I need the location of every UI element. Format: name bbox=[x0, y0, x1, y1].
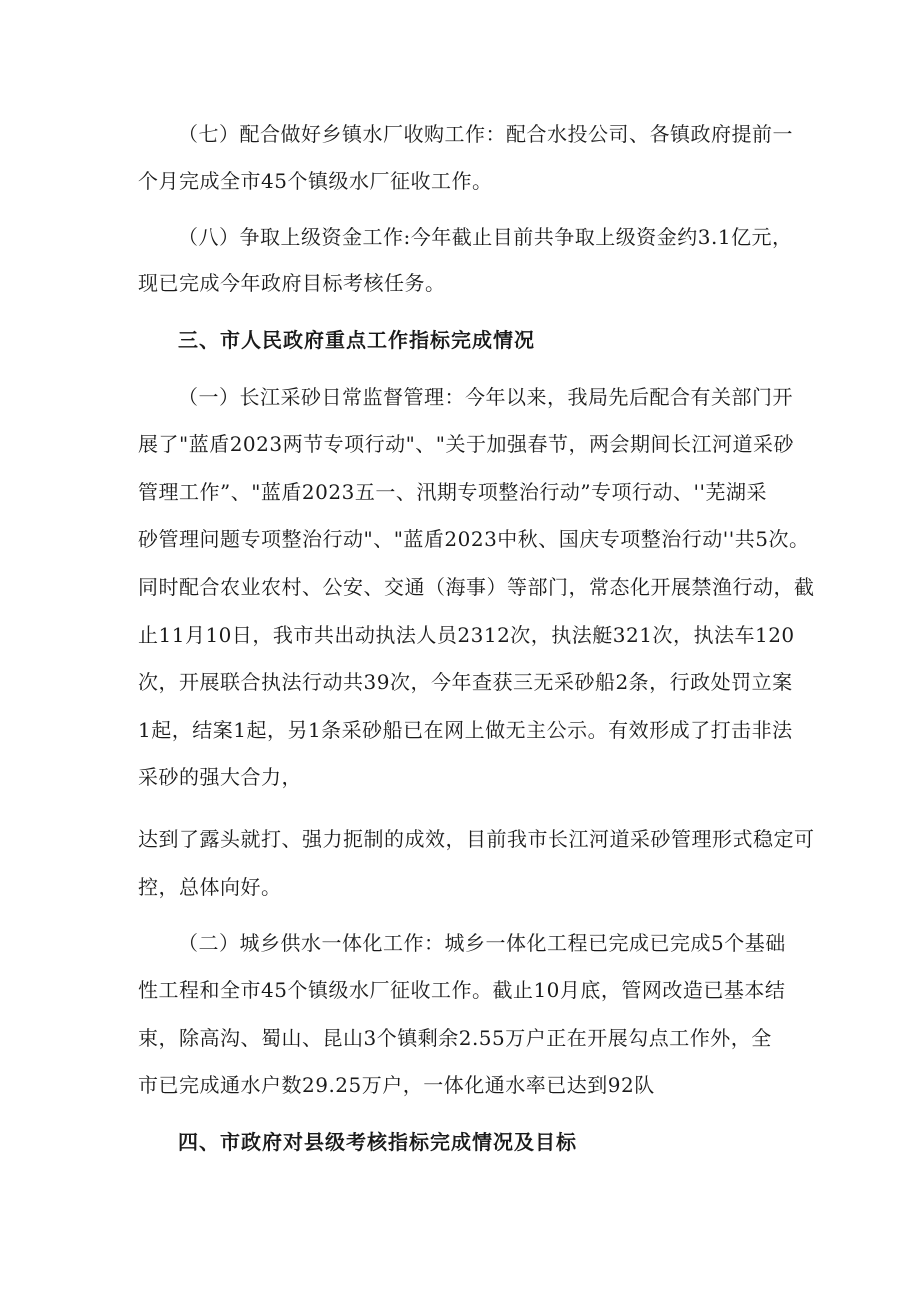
paragraph-3-2-line-2: 性工程和全市45个镇级水厂征收工作。截止10月底，管网改造已基本结 bbox=[138, 978, 786, 1002]
paragraph-3-1-cont-line-1: 达到了露头就打、强力扼制的成效，目前我市长江河道采砂管理形式稳定可 bbox=[138, 827, 815, 851]
paragraph-3-1-line-6: 止11月10日，我市共出动执法人员2312次，执法艇321次，执法车120 bbox=[138, 623, 795, 647]
section-heading-3: 三、市人民政府重点工作指标完成情况 bbox=[178, 328, 535, 352]
paragraph-3-1-line-8: 1起，结案1起，另1条采砂船已在网上做无主公示。有效形成了打击非法 bbox=[138, 718, 793, 742]
paragraph-3-1-line-3: 管理工作”、"蓝盾2023五一、汛期专项整治行动”专项行动、''芜湖采 bbox=[138, 480, 768, 504]
paragraph-3-2-line-1: （二）城乡供水一体化工作：城乡一体化工程已完成已完成5个基础 bbox=[178, 931, 786, 955]
section-heading-4: 四、市政府对县级考核指标完成情况及目标 bbox=[178, 1130, 577, 1154]
paragraph-8-line-2: 现已完成今年政府目标考核任务。 bbox=[138, 271, 446, 295]
paragraph-7-line-1: （七）配合做好乡镇水厂收购工作：配合水投公司、各镇政府提前一 bbox=[178, 122, 793, 146]
paragraph-3-1-line-5: 同时配合农业农村、公安、交通（海事）等部门，常态化开展禁渔行动，截 bbox=[138, 575, 815, 599]
paragraph-3-1-line-1: （一）长江采砂日常监督管理：今年以来，我局先后配合有关部门开 bbox=[178, 385, 793, 409]
paragraph-8-line-1: （八）争取上级资金工作:今年截止目前共争取上级资金约3.1亿元， bbox=[178, 225, 793, 249]
paragraph-3-1-line-9: 采砂的强大合力， bbox=[138, 765, 302, 789]
paragraph-7-line-2: 个月完成全市45个镇级水厂征收工作。 bbox=[138, 169, 493, 193]
paragraph-3-2-line-3: 束，除高沟、蜀山、昆山3个镇剩余2.55万户正在开展勾点工作外，全 bbox=[138, 1026, 772, 1050]
paragraph-3-2-line-4: 市已完成通水户数29.25万户，一体化通水率已达到92队 bbox=[138, 1073, 655, 1097]
paragraph-3-1-line-4: 砂管理问题专项整治行动"、"蓝盾2023中秋、国庆专项整治行动''共5次。 bbox=[138, 527, 810, 551]
paragraph-3-1-cont-line-2: 控，总体向好。 bbox=[138, 875, 282, 899]
paragraph-3-1-line-2: 展了"蓝盾2023两节专项行动"、"关于加强春节，两会期间长江河道采砂 bbox=[138, 432, 794, 456]
paragraph-3-1-line-7: 次，开展联合执法行动共39次，今年查获三无采砂船2条，行政处罚立案 bbox=[138, 670, 793, 694]
